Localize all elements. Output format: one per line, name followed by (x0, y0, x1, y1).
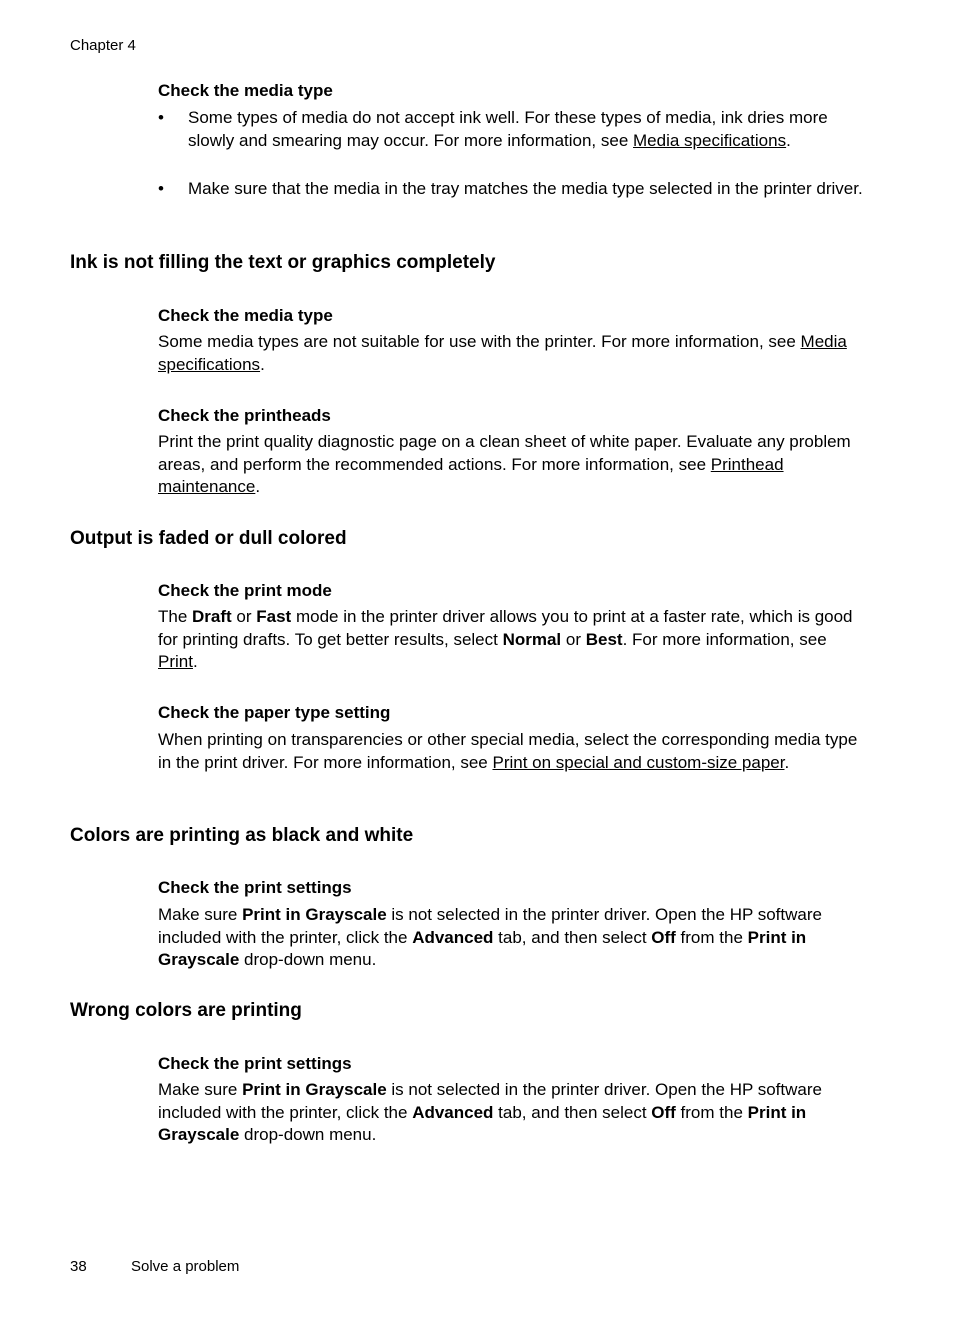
paragraph-media-types: Some media types are not suitable for use with the printer. For more information, see Media specifications. (158, 332, 847, 374)
paragraph-print-settings-1: Make sure Print in Grayscale is not selected in the printer driver. Open the HP software included with the printer, click the Advanced tab, and then select Off from the Print in Grayscale drop-down menu. (158, 905, 822, 969)
bullet-text: Some types of media do not accept ink well. For these types of media, ink dries more slowly and smearing may occur. For more information, see Media specifications. (188, 108, 828, 150)
page-number: 38 (70, 1258, 87, 1275)
heading-colors-black-white: Colors are printing as black and white (70, 825, 414, 846)
subheading-check-print-mode: Check the print mode (158, 581, 332, 600)
bullet-marker: • (158, 179, 164, 198)
link-print-special-paper[interactable]: Print on special and custom-size paper (492, 752, 785, 772)
paragraph-print-settings-2: Make sure Print in Grayscale is not selected in the printer driver. Open the HP software included with the printer, click the Advanced tab, and then select Off from the Print in Grayscale drop-down menu. (158, 1080, 822, 1144)
link-media-specifications[interactable]: Media specifications (158, 332, 847, 374)
subheading-check-media-type-1: Check the media type (158, 81, 333, 100)
paragraph-paper-type: When printing on transparencies or other special media, select the corresponding media type in the print driver. For more information, see Print on special and custom-size paper. (158, 730, 858, 772)
bullet-text: Make sure that the media in the tray matches the media type selected in the printer driver. (188, 179, 863, 198)
heading-output-faded: Output is faded or dull colored (70, 528, 347, 549)
link-media-specifications[interactable]: Media specifications (633, 130, 787, 150)
subheading-check-printheads: Check the printheads (158, 406, 331, 425)
heading-wrong-colors: Wrong colors are printing (70, 1000, 302, 1021)
subheading-check-print-settings-2: Check the print settings (158, 1054, 352, 1073)
subheading-check-media-type-2: Check the media type (158, 306, 333, 325)
paragraph-printheads: Print the print quality diagnostic page on a clean sheet of white paper. Evaluate any problem areas, and perform the recommended actions. For more information, see Printhead maintenance. (158, 432, 851, 496)
subheading-check-print-settings-1: Check the print settings (158, 878, 352, 897)
subheading-check-paper-type: Check the paper type setting (158, 703, 391, 722)
link-printhead-maintenance[interactable]: Printhead maintenance (158, 454, 784, 496)
link-print[interactable]: Print (158, 652, 193, 671)
chapter-header: Chapter 4 (70, 37, 136, 54)
bullet-marker: • (158, 108, 164, 127)
heading-ink-not-filling: Ink is not filling the text or graphics completely (70, 252, 496, 273)
paragraph-print-mode: The Draft or Fast mode in the printer driver allows you to print at a faster rate, which is good for printing drafts. To get better results, select Normal or Best. For more information, see Print. (158, 607, 853, 671)
footer-section-title: Solve a problem (131, 1258, 240, 1275)
